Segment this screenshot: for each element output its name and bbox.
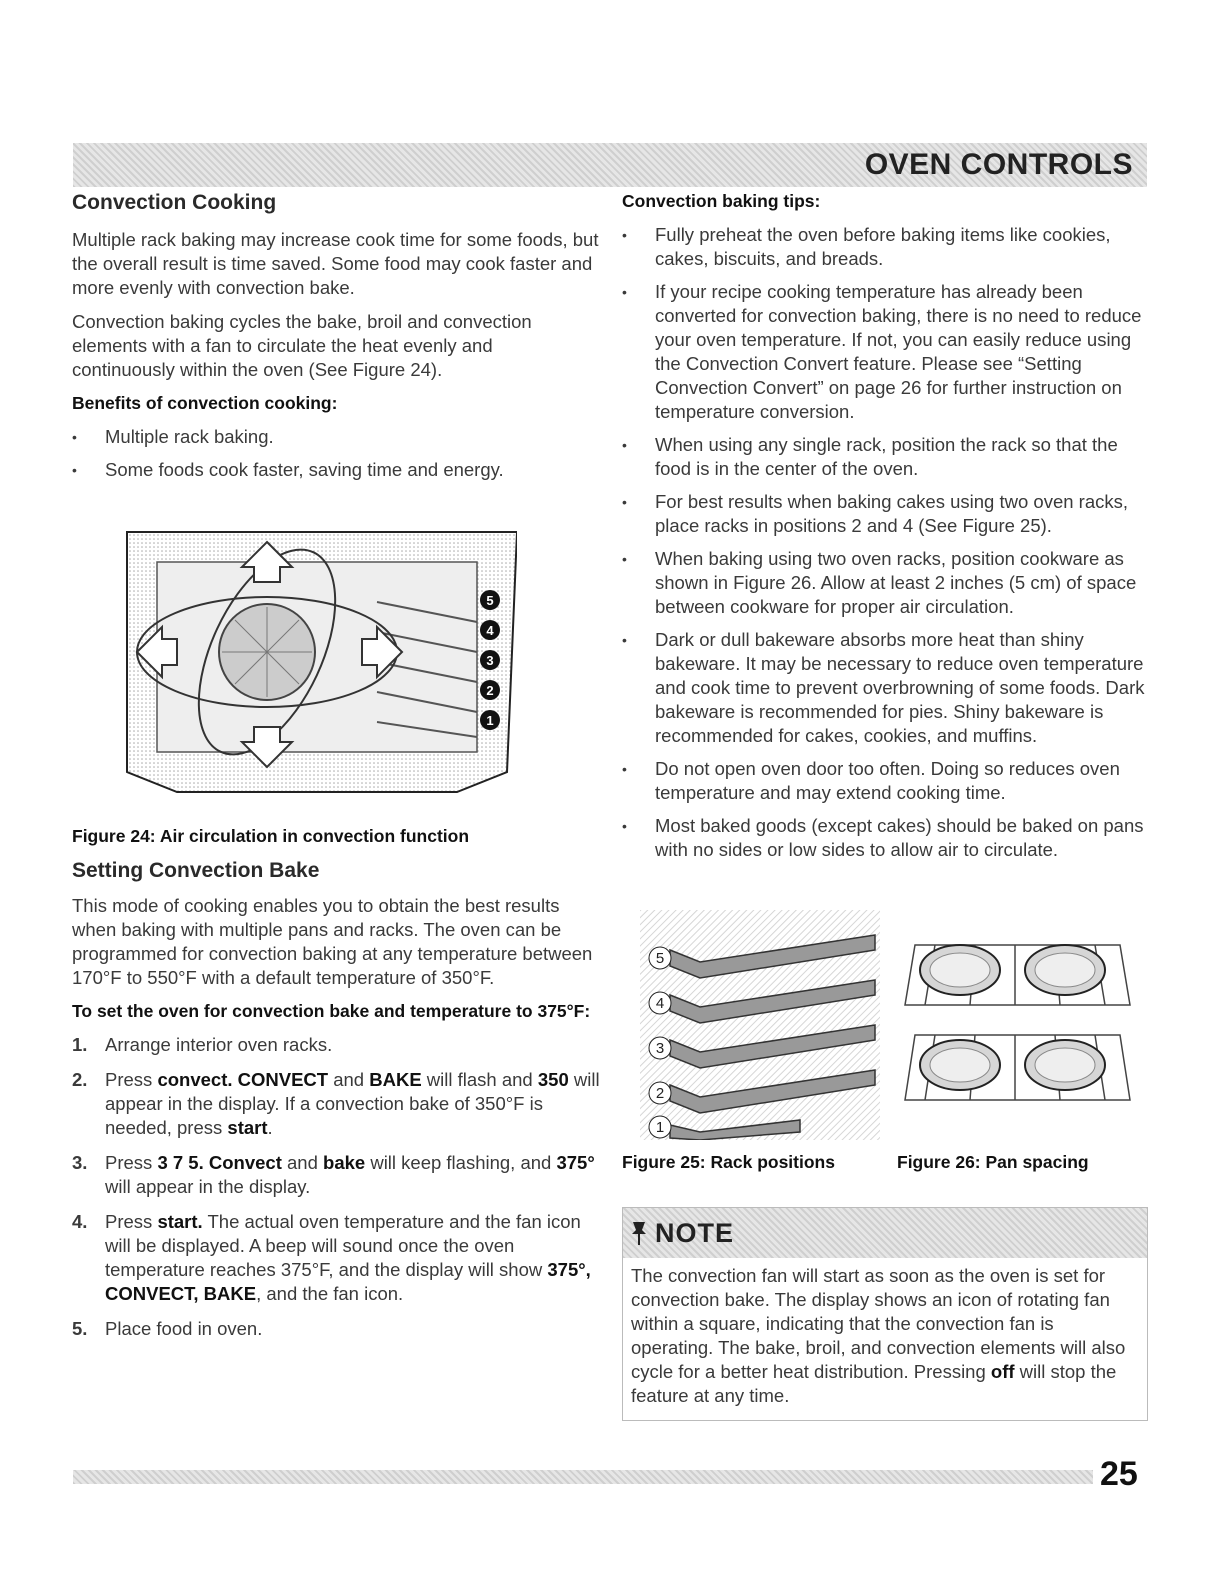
steps-list xyxy=(72,1033,600,1341)
list-item: • Fully preheat the oven before baking items like cookies, cakes, biscuits, and breads. xyxy=(622,223,1152,271)
step-text: and xyxy=(328,1069,370,1090)
step-text: Arrange interior oven racks. xyxy=(105,1034,333,1055)
rack-number: 3 xyxy=(655,1040,665,1057)
step-number: 5. xyxy=(72,1318,88,1339)
step-number: 1. xyxy=(72,1034,88,1055)
tips-list xyxy=(622,223,1152,862)
step-key: start. xyxy=(157,1211,203,1232)
step-text: , and the fan icon. xyxy=(256,1283,404,1304)
note-box xyxy=(622,1207,1148,1421)
list-item: • Multiple rack baking. xyxy=(72,425,600,449)
step-key: bake xyxy=(323,1152,366,1173)
step-number: 2. xyxy=(72,1069,88,1090)
rack-number: 4 xyxy=(486,623,494,638)
rack-number: 2 xyxy=(486,683,494,698)
rack-number: 1 xyxy=(486,713,494,728)
convection-cooking-heading: Convection Cooking xyxy=(72,191,277,214)
step-text: will keep flashing, and xyxy=(365,1152,557,1173)
step-number: 4. xyxy=(72,1211,88,1232)
note-header xyxy=(623,1208,1147,1258)
rack-number: 3 xyxy=(486,653,494,668)
step-key: 375° xyxy=(556,1152,595,1173)
step-key: convect. CONVECT xyxy=(157,1069,329,1090)
list-item: • Dark or dull bakeware absorbs more heat than shiny bakeware. It may be necessary to reduce oven temperature and cook time to prevent overbrowning of some foods. Dark bakeware is recommended for pies. Shiny bakeware is recommended for cakes, cookies, and muffins. xyxy=(622,628,1152,748)
right-column xyxy=(622,190,1152,872)
list-item: • If your recipe cooking temperature has already been converted for convection baking, there is no need to reduce your oven temperature. If not, you can easily reduce using the Convection Convert feature. Please see “Setting Convection Convert” on page 26 for further instruction on temperature conversion. xyxy=(622,280,1152,424)
rack-number: 4 xyxy=(655,995,665,1012)
step-text: will appear in the display. If a convection bake of 350°F is needed, press xyxy=(105,1069,600,1138)
section-banner xyxy=(73,143,1147,187)
step-text: will appear in the display. xyxy=(105,1176,311,1197)
list-item: • Some foods cook faster, saving time and energy. xyxy=(72,458,600,482)
note-text-part: The convection fan will start as soon as the oven is set for convection bake. The display shows an icon of rotating fan within a square, indicating that the convection fan is operating. The bake, broil, and convection elements will also cycle for a better heat distribution. Pressing xyxy=(631,1265,1126,1382)
rack-number: 5 xyxy=(655,950,665,967)
rack-positions-figure xyxy=(640,910,880,1140)
step-number: 3. xyxy=(72,1152,88,1173)
step-key: start xyxy=(227,1117,268,1138)
step-text: Press xyxy=(105,1069,158,1090)
step-text: Place food in oven. xyxy=(105,1318,263,1339)
step-text: and xyxy=(281,1152,324,1173)
benefits-heading: Benefits of convection cooking: xyxy=(72,393,338,413)
air-circulation-figure xyxy=(117,522,517,812)
rack-number: 1 xyxy=(655,1119,665,1136)
setting-paragraph: This mode of cooking enables you to obtain the best results when baking with multiple pans and racks. The oven can be programmed for convection baking at any temperature between 170°F to 550°F with a default temperature of 350°F. xyxy=(72,895,593,988)
note-label: NOTE xyxy=(655,1217,735,1248)
step-key: 350 xyxy=(537,1069,569,1090)
step-text: . xyxy=(267,1117,273,1138)
list-item: • When using any single rack, position the rack so that the food is in the center of the oven. xyxy=(622,433,1152,481)
list-item xyxy=(72,1210,600,1306)
steps-heading: To set the oven for convection bake and temperature to 375°F: xyxy=(72,1001,591,1021)
benefits-list xyxy=(72,425,600,482)
figure-25-caption: Figure 25: Rack positions xyxy=(622,1152,835,1172)
list-item: • Do not open oven door too often. Doing so reduces oven temperature and may extend cooking time. xyxy=(622,757,1152,805)
step-key: 375°, CONVECT, BAKE xyxy=(105,1259,591,1304)
step-key: BAKE xyxy=(369,1069,422,1090)
note-text-part: will stop the feature at any time. xyxy=(631,1361,1117,1406)
list-item xyxy=(72,1033,600,1057)
step-text: will flash and xyxy=(421,1069,538,1090)
setting-convection-bake-heading: Setting Convection Bake xyxy=(72,859,320,882)
list-item xyxy=(72,1151,600,1199)
left-column xyxy=(72,190,600,1352)
list-item xyxy=(72,1317,600,1341)
step-text: The actual oven temperature and the fan icon will be displayed. A beep will sound once the oven temperature reaches 375°F, and the display will show xyxy=(105,1211,581,1280)
pan-spacing-figure xyxy=(895,925,1135,1105)
tips-heading: Convection baking tips: xyxy=(622,191,821,211)
footer-bar xyxy=(73,1470,1093,1484)
rack-number: 5 xyxy=(486,593,494,608)
section-title: OVEN CONTROLS xyxy=(864,148,1133,181)
figure-24-caption: Figure 24: Air circulation in convection function xyxy=(72,826,470,846)
step-text: Press xyxy=(105,1211,158,1232)
list-item xyxy=(72,1068,600,1140)
list-item: • Most baked goods (except cakes) should be baked on pans with no sides or low sides to allow air to circulate. xyxy=(622,814,1152,862)
rack-number: 2 xyxy=(655,1085,665,1102)
figure-26-caption: Figure 26: Pan spacing xyxy=(897,1152,1089,1172)
step-text: Press xyxy=(105,1152,158,1173)
page-number: 25 xyxy=(1100,1455,1138,1493)
cycle-paragraph: Convection baking cycles the bake, broil and convection elements with a fan to circulate the heat evenly and continuously within the oven (See Figure 24). xyxy=(72,311,532,380)
note-text xyxy=(623,1258,1147,1408)
note-off-key: off xyxy=(990,1361,1015,1382)
list-item: • For best results when baking cakes using two oven racks, place racks in positions 2 and 4 (See Figure 25). xyxy=(622,490,1152,538)
step-key: 3 7 5. Convect xyxy=(157,1152,282,1173)
intro-paragraph: Multiple rack baking may increase cook time for some foods, but the overall result is time saved. Some food may cook faster and more evenly with convection bake. xyxy=(72,229,599,298)
pin-icon xyxy=(629,1220,649,1246)
list-item: • When baking using two oven racks, position cookware as shown in Figure 26. Allow at least 2 inches (5 cm) of space between cookware for proper air circulation. xyxy=(622,547,1152,619)
